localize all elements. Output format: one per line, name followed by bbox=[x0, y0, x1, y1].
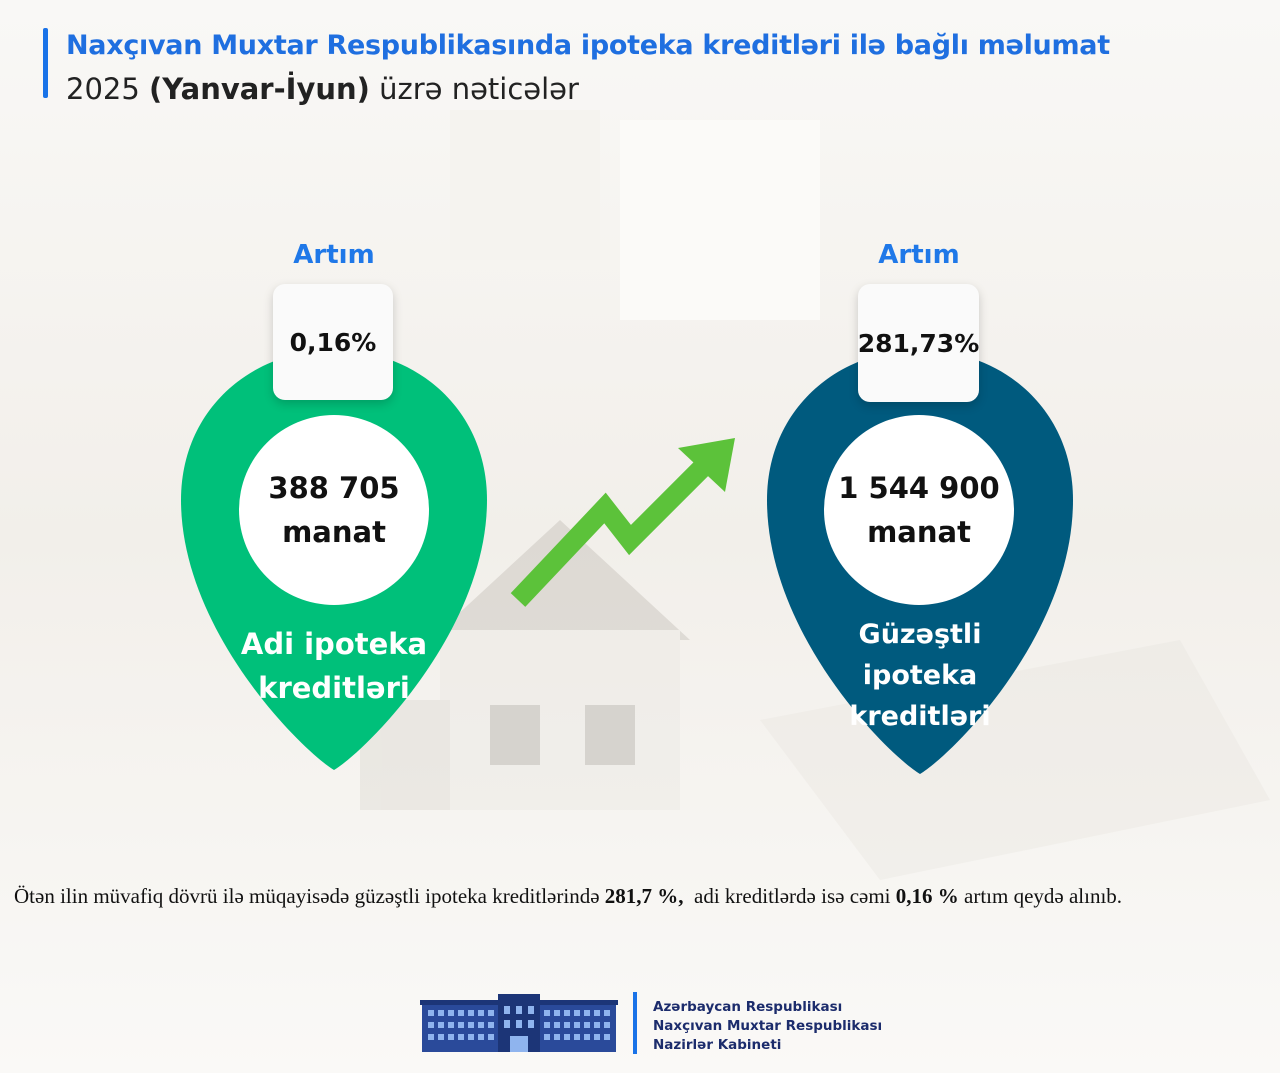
footer-accent-bar bbox=[633, 992, 637, 1054]
summary-part2: adi kreditlərdə isə cəmi bbox=[683, 884, 896, 908]
page-title: Naxçıvan Muxtar Respublikasında ipoteka kreditləri ilə bağlı məlumat bbox=[66, 30, 1110, 61]
right-amount-value: 1 544 900 bbox=[838, 471, 1000, 505]
right-growth-label: Artım bbox=[878, 240, 960, 270]
government-name bbox=[653, 998, 882, 1055]
left-growth-box: 0,16% bbox=[273, 284, 393, 400]
summary-part3: artım qeydə alınıb. bbox=[958, 884, 1123, 908]
right-amount-circle bbox=[824, 415, 1014, 605]
subtitle-rest: üzrə nəticələr bbox=[379, 72, 579, 106]
left-growth-label: Artım bbox=[293, 240, 375, 270]
page-subtitle bbox=[66, 72, 579, 106]
left-amount-unit: manat bbox=[282, 515, 386, 549]
header-accent-bar bbox=[43, 28, 48, 98]
government-building-logo bbox=[420, 994, 620, 1056]
gov-line2: Naxçıvan Muxtar Respublikası bbox=[653, 1018, 883, 1034]
summary-text bbox=[14, 884, 1274, 909]
left-amount-value: 388 705 bbox=[268, 471, 400, 505]
right-growth-box: 281,73% bbox=[858, 284, 979, 402]
growth-arrow-icon bbox=[500, 430, 750, 620]
summary-value-preferential: 281,7 %, bbox=[604, 884, 684, 908]
left-label-line2: kreditləri bbox=[258, 671, 410, 705]
subtitle-period: (Yanvar-İyun) bbox=[149, 72, 370, 106]
summary-part1: Ötən ilin müvafiq dövrü ilə müqayisədə güzəştli ipoteka kreditlərində bbox=[14, 884, 605, 908]
right-label-line3: kreditləri bbox=[849, 701, 991, 732]
right-amount-unit: manat bbox=[867, 515, 971, 549]
right-label-line2: ipoteka bbox=[862, 660, 978, 691]
gov-line3: Nazirlər Kabineti bbox=[653, 1037, 782, 1053]
left-amount-circle bbox=[239, 415, 429, 605]
subtitle-year: 2025 bbox=[66, 72, 140, 106]
left-category-label bbox=[214, 622, 454, 710]
summary-value-regular: 0,16 % bbox=[895, 884, 959, 908]
right-label-line1: Güzəştli bbox=[858, 619, 982, 650]
right-category-label bbox=[800, 614, 1040, 737]
gov-line1: Azərbaycan Respublikası bbox=[653, 999, 843, 1015]
left-label-line1: Adi ipoteka bbox=[240, 627, 428, 661]
